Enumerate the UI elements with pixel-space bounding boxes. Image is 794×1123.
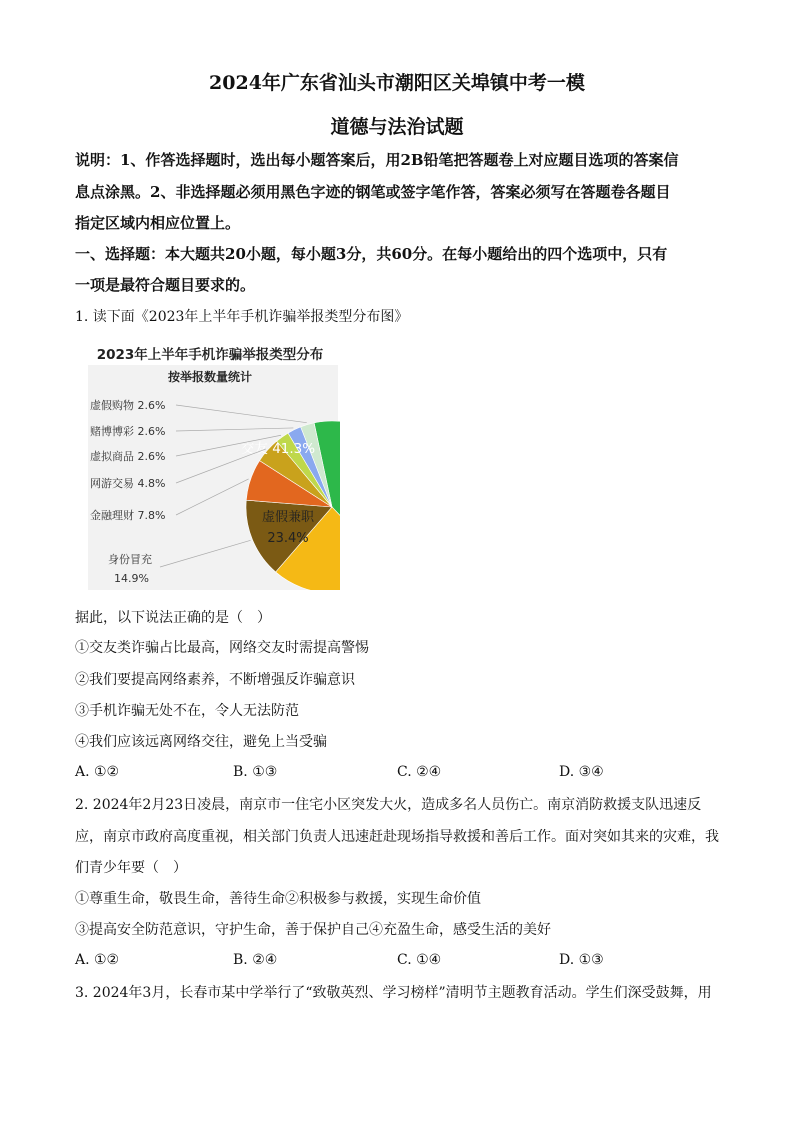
slice-value-xujiajianzhi: 23.4% xyxy=(267,531,309,546)
slice-label-5: 网游交易 4.8% xyxy=(90,477,166,490)
slice-label-4: 金融理财 7.8% xyxy=(90,509,166,522)
chart-subtitle: 按举报数量统计 xyxy=(167,370,253,384)
question-2-line-3: 们青少年要（ ） xyxy=(75,860,187,876)
question-2-line-1: 2. 2024年2月23日凌晨，南京市一住宅小区突发大火，造成多名人员伤亡。南京消防救援支队迅速反 xyxy=(75,797,702,813)
instructions-line-2: 息点涂黑。2、非选择题必须用黑色字迹的钢笔或签字笔作答，答案必须写在答题卷各题目 xyxy=(75,183,671,201)
question-2-option-c[interactable]: C. ①④ xyxy=(397,952,442,968)
pie-chart-svg xyxy=(80,345,340,590)
question-1-stem: 1. 读下面《2023年上半年手机诈骗举报类型分布图》 xyxy=(75,309,409,325)
section-heading-line-2: 一项是最符合题目要求的。 xyxy=(75,276,256,294)
question-2-option-d[interactable]: D. ①③ xyxy=(559,952,604,968)
chart-title: 2023年上半年手机诈骗举报类型分布 xyxy=(96,347,324,363)
question-1-statement-3: ③手机诈骗无处不在，令人无法防范 xyxy=(75,703,299,719)
slice-label-shenfenmaochong: 身份冒充 xyxy=(108,553,152,566)
question-3-line-1: 3. 2024年3月，长春市某中学举行了“致敬英烈、学习榜样”清明节主题教育活动。学生们深受鼓舞，用 xyxy=(75,985,712,1001)
instructions-line-1: 说明：1、作答选择题时，选出每小题答案后，用2B铅笔把答题卷上对应题目选项的答案信 xyxy=(75,151,679,169)
page-subtitle: 道德与法治试题 xyxy=(330,116,464,138)
question-2-option-a[interactable]: A. ①② xyxy=(75,952,120,968)
section-heading-line-1: 一、选择题：本大题共20小题，每小题3分，共60分。在每小题给出的四个选项中，只有 xyxy=(75,245,668,263)
fraud-type-pie-chart xyxy=(80,345,340,590)
question-2-statement-2: ③提高安全防范意识，守护生命，善于保护自己④充盈生命，感受生活的美好 xyxy=(75,922,551,938)
question-2-line-2: 应，南京市政府高度重视，相关部门负责人迅速赶赴现场指导救援和善后工作。面对突如其来的灾难，我 xyxy=(75,829,719,845)
question-1-option-a[interactable]: A. ①② xyxy=(75,764,120,780)
slice-label-xujiajianzhi: 虚假兼职 xyxy=(261,510,315,525)
question-1-statement-1: ①交友类诈骗占比最高，网络交友时需提高警惕 xyxy=(75,640,369,656)
question-1-lead: 据此，以下说法正确的是（ ） xyxy=(75,610,271,626)
slice-label-6: 虚拟商品 2.6% xyxy=(90,450,166,463)
question-2-statement-1: ①尊重生命，敬畏生命，善待生命②积极参与救援，实现生命价值 xyxy=(75,891,481,907)
page-title: 2024年广东省汕头市潮阳区关埠镇中考一模 xyxy=(209,72,585,94)
slice-label-jiaoyou: 交友 41.3% xyxy=(240,441,316,457)
question-1-option-c[interactable]: C. ②④ xyxy=(397,764,442,780)
question-2-option-b[interactable]: B. ②④ xyxy=(233,952,278,968)
slice-value-shenfenmaochong: 14.9% xyxy=(114,572,149,585)
slice-label-7: 赌博博彩 2.6% xyxy=(90,425,166,438)
question-1-statement-4: ④我们应该远离网络交往，避免上当受骗 xyxy=(75,734,327,750)
question-1-option-d[interactable]: D. ③④ xyxy=(559,764,604,780)
question-1-statement-2: ②我们要提高网络素养，不断增强反诈骗意识 xyxy=(75,672,355,688)
slice-label-8: 虚假购物 2.6% xyxy=(90,399,166,412)
question-1-options xyxy=(75,764,725,784)
question-1-option-b[interactable]: B. ①③ xyxy=(233,764,278,780)
instructions-line-3: 指定区域内相应位置上。 xyxy=(75,214,241,232)
question-2-options xyxy=(75,952,725,972)
